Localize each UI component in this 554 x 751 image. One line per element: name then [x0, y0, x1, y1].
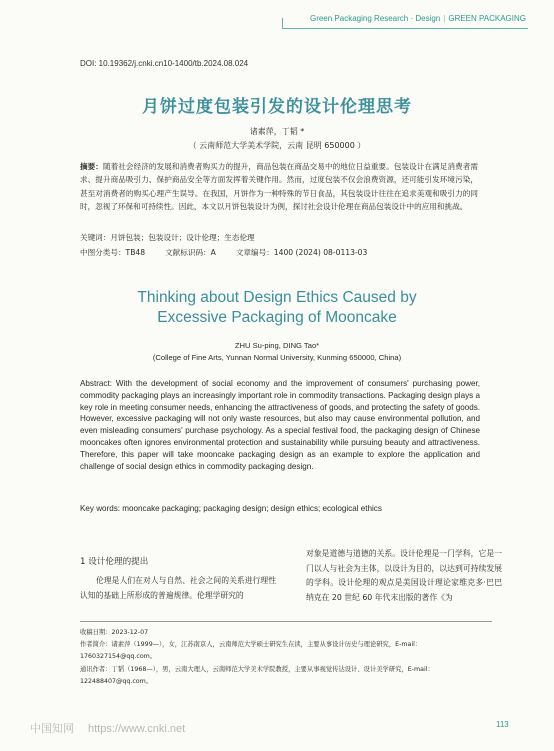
journal-section-label: Green Packaging Research · Design [309, 14, 441, 23]
title-english-line1: Thinking about Design Ethics Caused by [137, 289, 417, 306]
affiliation-english: (College of Fine Arts, Yunnan Normal University, Kunming 650000, China) [152, 353, 402, 362]
classification-line [80, 247, 480, 258]
abstract-label-chinese: 摘要： [80, 162, 103, 171]
class-number: 中图分类号：TB48 [80, 248, 146, 257]
authors-chinese: 诸素萍，丁韬 * [249, 127, 305, 136]
footnote-rule [80, 621, 492, 622]
document-code: 文献标识码：A [165, 248, 216, 257]
header-rule [282, 28, 528, 29]
watermark-cnki: 中国知网 [30, 723, 74, 735]
title-english-line2: Excessive Packaging of Mooncake [157, 309, 397, 326]
received-date: 收稿日期：2023-12-07 [80, 629, 149, 636]
body-column-right: 对象是道德与道德的关系。设计伦理是一门学科，它是一门以人与社会为主体，以设计为目的，以达到可持续发展的学科。设计伦理的观点是美国设计理论家维克多·巴巴纳克在 20 世纪 60 年代末出版的著作《为 [306, 549, 502, 602]
affiliation-chinese: （ 云南师范大学美术学院，云南 昆明 650000 ） [188, 141, 366, 150]
header-separator: | [443, 14, 446, 23]
authors-english: ZHU Su-ping, DING Tao* [234, 341, 320, 350]
journal-tag: GREEN PACKAGING [448, 14, 526, 23]
keywords-english: Key words: mooncake packaging; packaging design; design ethics; ecological ethics [80, 504, 382, 513]
body-column-left: 伦理是人们在对人与自然、社会之间的关系进行理性认知的基础上所形成的普遍规律。伦理学研究的 [80, 576, 276, 600]
running-header [310, 14, 526, 23]
title-chinese: 月饼过度包装引发的设计伦理思考 [142, 97, 412, 117]
watermark-url[interactable]: https://www.cnki.net [88, 723, 186, 735]
author-bio: 作者简介：诸素萍（1999—），女，江苏南京人，云南师范大学硕士研究生在读，主要从事设计历史与理论研究，E-mail：1760327154@qq.com。 [80, 641, 422, 661]
page-number: 113 [496, 720, 509, 729]
abstract-text-chinese: 随着社会经济的发展和消费者购买力的提升，商品包装在商品交易中的地位日益重要。包装设计在满足消费者需求、提升商品吸引力、保护商品安全等方面发挥着关键作用。然而，过度包装不仅会浪费资源，还可能引发环境污染，甚至对消费者的购买心理产生误导。在我国，月饼作为一种特殊的节日食品，其包装设计往往在追求美观和吸引力的同时，忽视了环保和可持续性。因此，本文以月饼包装设计为例，探讨社会设计伦理在商品包装设计中的应用和挑战。 [80, 162, 478, 212]
watermark [30, 720, 199, 736]
abstract-english: Abstract: With the development of social economy and the improvement of consumers' purchasing power, commodity packaging plays an increasingly important role in commodity transactions. Packaging design plays a key role in meeting consumer needs, enhancing the attractiveness of goods, and protecting the safety of goods. However, excessive packaging will not only waste resources, but also may cause environmental pollution, and even misleading consumers' purchase psychology. As a special festival food, the packaging design of Chinese mooncakes often ignores environmental protection and sustainability while pursuing beauty and attractiveness. Therefore, this paper will take mooncake packaging design as an example to explore the application and challenge of social design ethics in commodity packaging design. [80, 379, 480, 471]
keywords-chinese: 关键词：月饼包装；包装设计；设计伦理；生态伦理 [80, 233, 255, 242]
article-number: 文章编号：1400 (2024) 08-0113-03 [235, 248, 368, 257]
title-english [0, 288, 554, 328]
section-heading: 1 设计伦理的提出 [80, 557, 149, 567]
corresponding-author: 通讯作者：丁韬（1968—），男，云南大理人，云南师范大学美术学院教授，主要从事视觉传达设计、设计美学研究，E-mail：122488407@qq.com。 [80, 665, 434, 685]
doi[interactable]: DOI: 10.19362/j.cnki.cn10-1400/tb.2024.08.024 [80, 59, 249, 68]
footnotes [80, 627, 492, 688]
abstract-chinese [80, 160, 478, 214]
